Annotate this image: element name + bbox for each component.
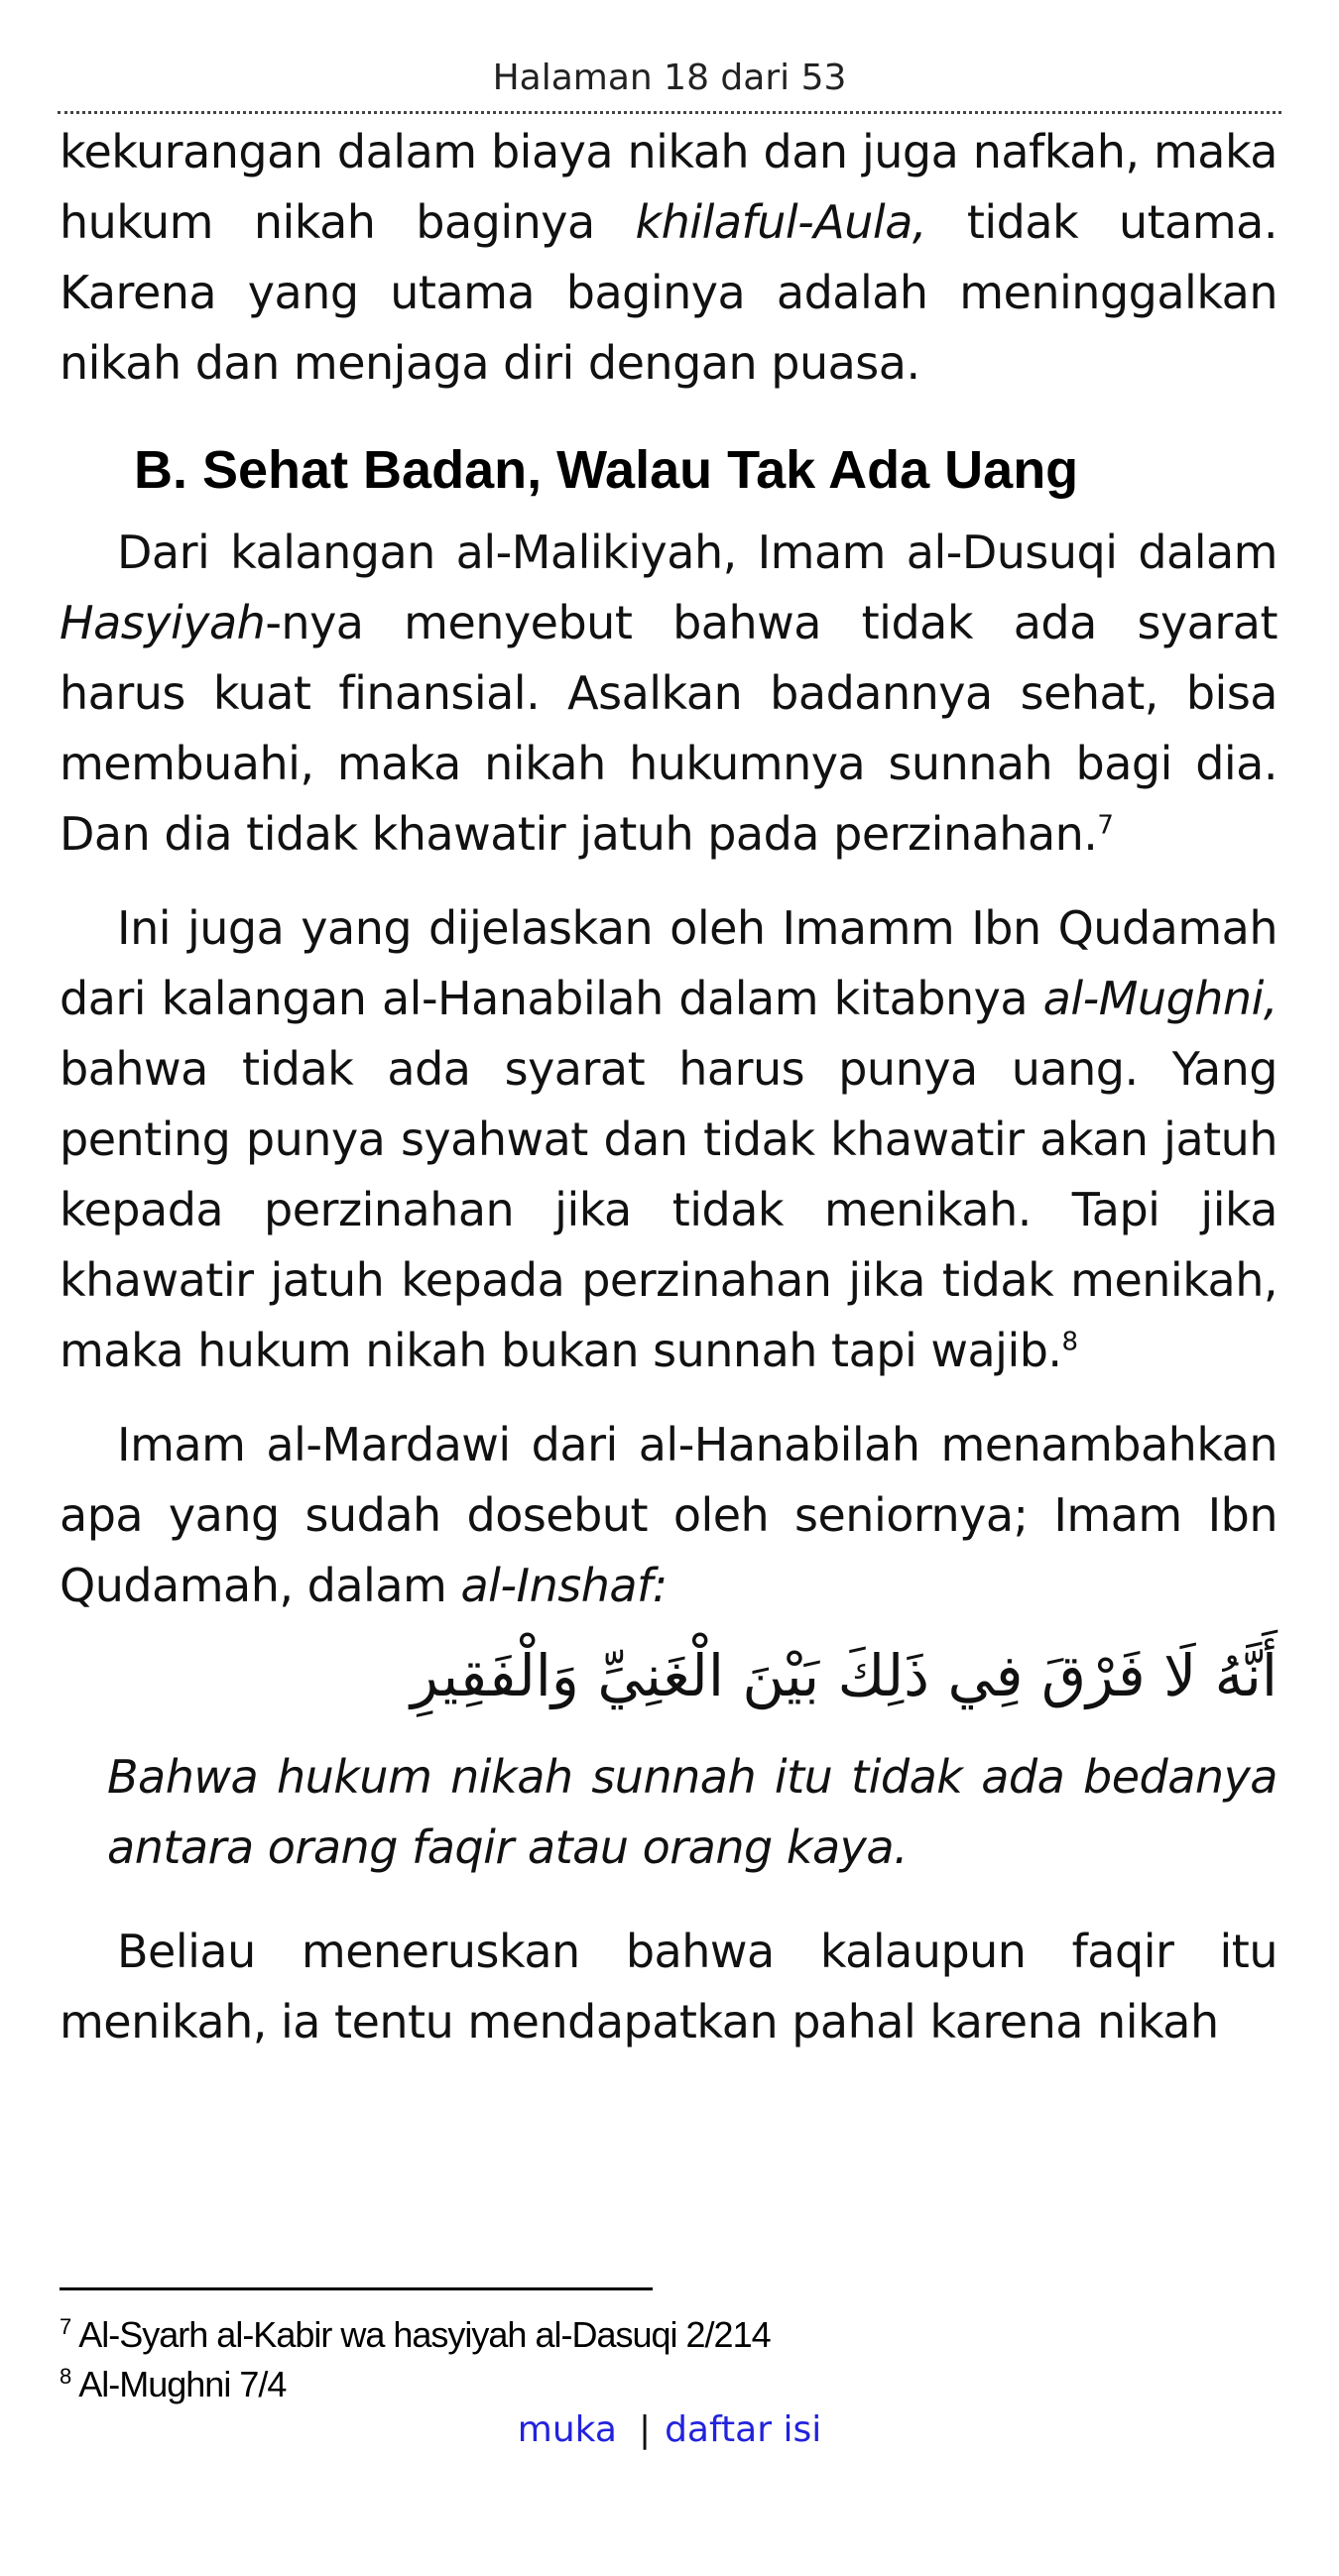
- arabic-quote: أَنَّهُ لَا فَرْقَ فِي ذَلِكَ بَيْنَ الْغَنِيِّ وَالْفَقِيرِ: [410, 1642, 1278, 1709]
- header-dotted-divider: [58, 111, 1281, 114]
- page-navigation: [0, 2409, 1339, 2450]
- paragraph-3: [60, 893, 1278, 1386]
- paragraph-3-text-c: bahwa tidak ada syarat harus punya uang. Yang penting punya syahwat dan tidak khawatir akan jatuh kepada perzinahan jika tidak menikah. Tapi jika khawatir jatuh kepada perzinahan jika tidak menikah, maka hukum nikah bukan sunnah tapi wajib.: [60, 1042, 1278, 1377]
- term-hasyiyah: Hasyiyah: [60, 596, 266, 649]
- section-heading: B. Sehat Badan, Walau Tak Ada Uang: [134, 440, 1079, 500]
- quote-translation: Bahwa hukum nikah sunnah itu tidak ada bedanya antara orang faqir atau orang kaya.: [107, 1750, 1278, 1874]
- paragraph-1-text-c: tidak utama. Karena yang utama baginya adalah meninggalkan nikah dan menjaga diri dengan puasa.: [60, 195, 1278, 390]
- footnote-8-number: 8: [60, 2364, 71, 2389]
- paragraph-1: [60, 117, 1278, 399]
- paragraph-4: [60, 1410, 1278, 1621]
- toc-link[interactable]: daftar isi: [665, 2409, 822, 2450]
- paragraph-3-text-a: Ini juga yang dijelaskan oleh Imamm Ibn Qudamah dari kalangan al-Hanabilah dalam kitabnya: [60, 901, 1278, 1025]
- footnote-ref-7[interactable]: 7: [1097, 810, 1114, 841]
- paragraph-4-text-a: Imam al-Mardawi dari al-Hanabilah menambahkan apa yang sudah dosebut oleh seniornya; Imam Ibn Qudamah, dalam: [60, 1418, 1278, 1612]
- home-link[interactable]: muka: [517, 2409, 617, 2450]
- footnote-7: [60, 2310, 1278, 2360]
- term-khilaful-aula: khilaful-Aula,: [635, 195, 926, 249]
- footnote-8-text: Al-Mughni 7/4: [78, 2364, 287, 2404]
- footnote-7-number: 7: [60, 2314, 71, 2339]
- page-number-header: Halaman 18 dari 53: [492, 58, 847, 98]
- footnote-ref-8[interactable]: 8: [1061, 1327, 1078, 1357]
- paragraph-5: Beliau meneruskan bahwa kalaupun faqir itu menikah, ia tentu mendapatkan pahal karena nikah: [60, 1925, 1278, 2049]
- footnote-divider: [60, 2287, 653, 2290]
- term-al-mughni: al-Mughni,: [1042, 972, 1278, 1025]
- page-content: [60, 117, 1278, 2057]
- paragraph-1-text-a: kekurangan dalam biaya nikah dan juga nafkah, maka hukum nikah baginya: [60, 125, 1278, 249]
- term-al-inshaf: al-Inshaf:: [460, 1559, 668, 1612]
- nav-separator: |: [638, 2409, 652, 2450]
- paragraph-2-text-c: -nya menyebut bahwa tidak ada syarat harus kuat finansial. Asalkan badannya sehat, bisa membuahi, maka nikah hukumnya sunnah bagi dia. Dan dia tidak khawatir jatuh pada perzinahan.: [60, 596, 1278, 861]
- paragraph-2: [60, 518, 1278, 870]
- paragraph-2-text-a: Dari kalangan al-Malikiyah, Imam al-Dusuqi dalam: [117, 526, 1278, 579]
- footnote-8: [60, 2360, 1278, 2409]
- footnotes: [60, 2310, 1278, 2409]
- footnote-7-text: Al-Syarh al-Kabir wa hasyiyah al-Dasuqi 2/214: [78, 2314, 771, 2355]
